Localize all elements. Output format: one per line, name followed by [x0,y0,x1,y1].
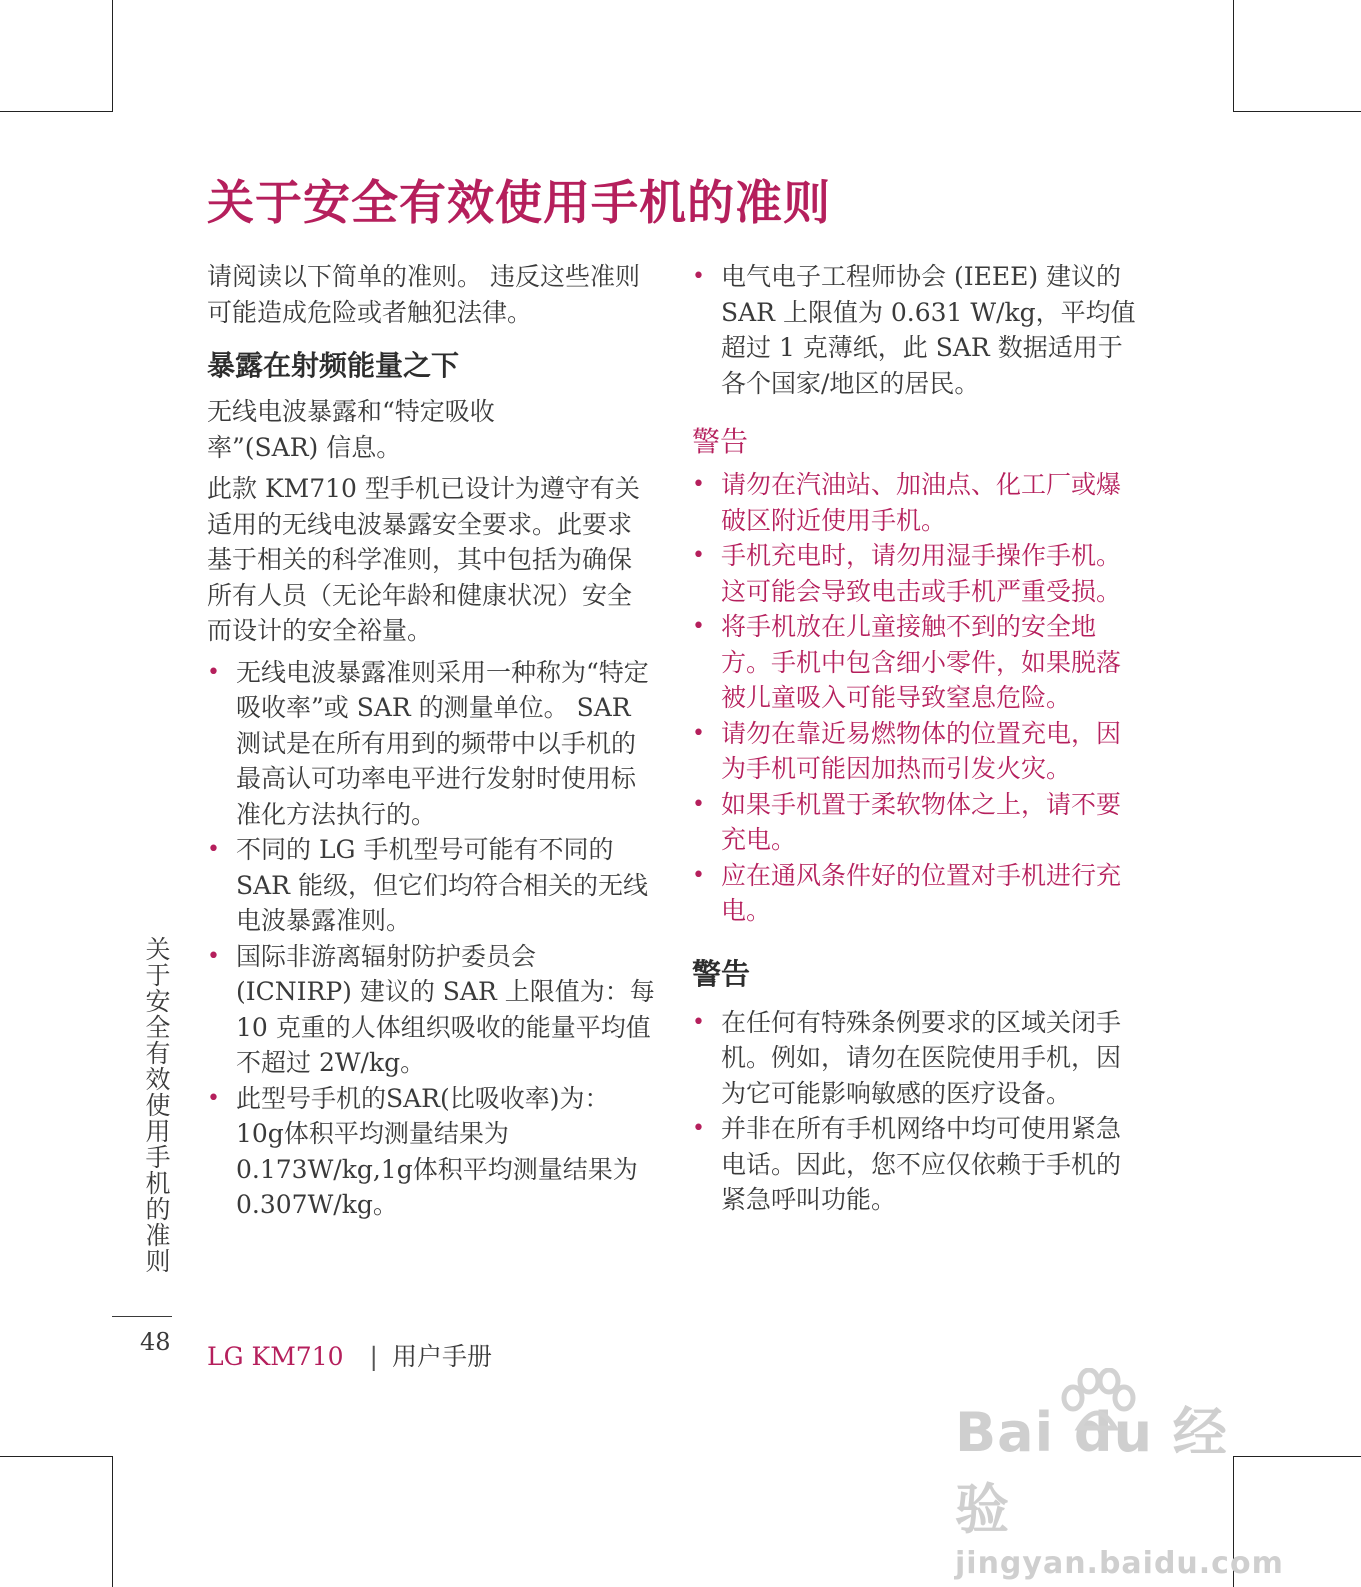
design-paragraph: 此款 KM710 型手机已设计为遵守有关适用的无线电波暴露安全要求。此要求基于相关的科学准则，其中包括为确保所有人员（无论年龄和健康状况）安全而设计的安全裕量。 [207,474,640,645]
list-item: • 不同的 LG 手机型号可能有不同的 SAR 能级，但它们均符合相关的无线电波暴露准则。 [207,832,655,939]
caution-item: • 并非在所有手机网络中均可使用紧急电话。因此，您不应仅依赖于手机的紧急呼叫功能。 [692,1111,1140,1218]
crop-mark [0,111,112,112]
sar-intro-paragraph: 无线电波暴露和“特定吸收率”(SAR) 信息。 [207,397,495,462]
list-item: • 电气电子工程师协会 (IEEE) 建议的 SAR 上限值为 0.631 W/kg，平均值超过 1 克薄纸，此 SAR 数据适用于各个国家/地区的居民。 [692,259,1140,401]
watermark-url: jingyan.baidu.com [955,1546,1284,1581]
footer-manual-label: 用户手册 [391,1342,492,1371]
list-item: • 此型号手机的SAR(比吸收率)为：10g体积平均测量结果为0.173W/kg,1g体积平均测量结果为0.307W/kg。 [207,1081,655,1223]
caution-heading: 警告 [692,956,751,991]
warning-list [692,467,1140,929]
warning-item: • 如果手机置于柔软物体之上，请不要充电。 [692,787,1140,858]
footer-model: LG KM710 [207,1342,344,1371]
list-item: • 无线电波暴露准则采用一种称为“特定吸收率”或 SAR 的测量单位。 SAR 测试是在所有用到的频带中以手机的最高认可功率电平进行发射时使用标准化方法执行的。 [207,655,655,833]
watermark-logo: Bai du 经验 [955,1401,1228,1541]
sidebar-chapter-title: 关于安全有效使用手机的准则 [142,936,171,1274]
footer-separator: | [369,1342,378,1371]
baidu-watermark [955,1368,1284,1581]
crop-mark [112,0,113,112]
warning-item: • 请勿在靠近易燃物体的位置充电，因为手机可能因加热而引发火灾。 [692,716,1140,787]
caution-item: • 在任何有特殊条例要求的区域关闭手机。例如，请勿在医院使用手机，因为它可能影响敏感的医疗设备。 [692,1005,1140,1112]
page-number: 48 [140,1328,171,1356]
warning-item: • 手机充电时，请勿用湿手操作手机。 这可能会导致电击或手机严重受损。 [692,538,1140,609]
left-column [207,259,655,1223]
warning-item: • 应在通风条件好的位置对手机进行充电。 [692,858,1140,929]
crop-mark [1233,0,1234,112]
warning-heading: 警告 [692,425,749,458]
list-item: • 国际非游离辐射防护委员会 (ICNIRP) 建议的 SAR 上限值为：每 10 克重的人体组织吸收的能量平均值不超过 2W/kg。 [207,939,655,1081]
footer [207,1337,492,1373]
crop-mark [0,1456,112,1457]
crop-mark [112,1456,113,1587]
warning-item: • 将手机放在儿童接触不到的安全地方。手机中包含细小零件，如果脱落被儿童吸入可能导致窒息危险。 [692,609,1140,716]
paw-icon [1057,1368,1137,1434]
section-heading: 暴露在射频能量之下 [207,349,460,382]
right-column [692,259,1140,1218]
intro-paragraph: 请阅读以下简单的准则。 违反这些准则可能造成危险或者触犯法律。 [207,262,640,327]
sidebar-divider [112,1316,172,1317]
caution-list [692,1005,1140,1218]
ieee-bullet-list [692,259,1140,401]
crop-mark [1233,111,1361,112]
warning-item: • 请勿在汽油站、加油点、化工厂或爆破区附近使用手机。 [692,467,1140,538]
page-title: 关于安全有效使用手机的准则 [207,176,831,231]
sar-bullet-list [207,655,655,1223]
